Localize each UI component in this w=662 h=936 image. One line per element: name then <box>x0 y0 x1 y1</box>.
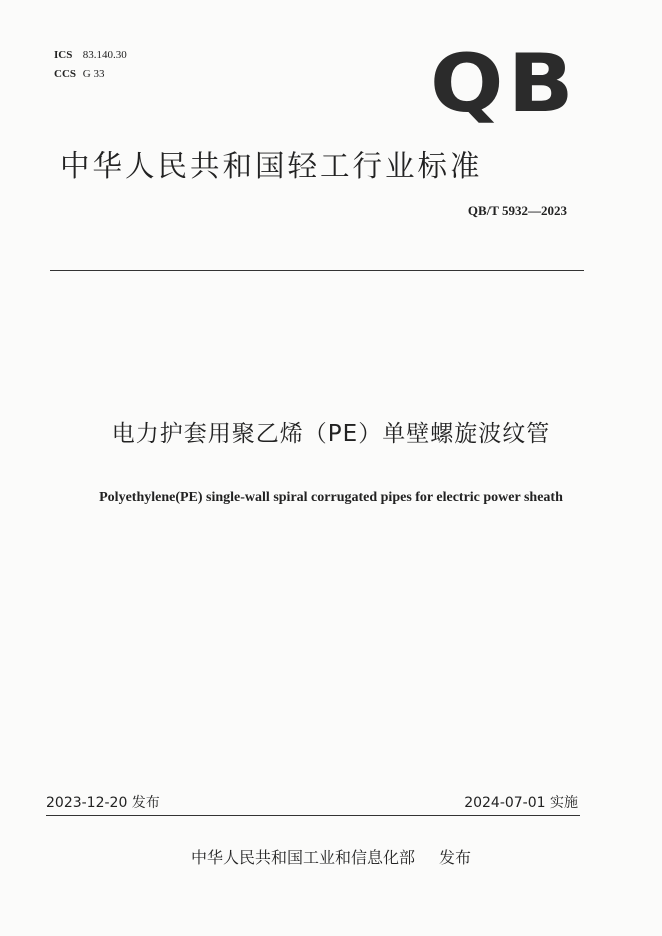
top-divider <box>50 270 584 271</box>
standard-category-title: 中华人民共和国轻工行业标准 <box>60 149 483 183</box>
ccs-label: CCS <box>54 68 77 80</box>
issue-date: 2023-12-20 发布 <box>46 795 160 811</box>
bottom-divider <box>46 815 580 816</box>
issuer-name: 中华人民共和国工业和信息化部 <box>190 848 415 867</box>
document-title-chinese: 电力护套用聚乙烯（PE）单壁螺旋波纹管 <box>111 421 551 447</box>
ics-row <box>54 46 127 65</box>
issuer-line <box>0 845 662 868</box>
document-title-english: Polyethylene(PE) single-wall spiral corrugated pipes for electric power sheath <box>99 490 563 505</box>
implementation-date: 2024-07-01 实施 <box>464 795 578 811</box>
classification-codes <box>54 46 127 84</box>
ics-value: 83.140.30 <box>82 49 127 61</box>
standard-number: QB/T 5932—2023 <box>467 203 567 218</box>
issuer-action: 发布 <box>439 848 472 867</box>
ics-label: ICS <box>54 49 73 61</box>
qb-logo: QB <box>430 37 578 130</box>
ccs-row <box>54 65 127 84</box>
ccs-value: G 33 <box>82 68 105 80</box>
